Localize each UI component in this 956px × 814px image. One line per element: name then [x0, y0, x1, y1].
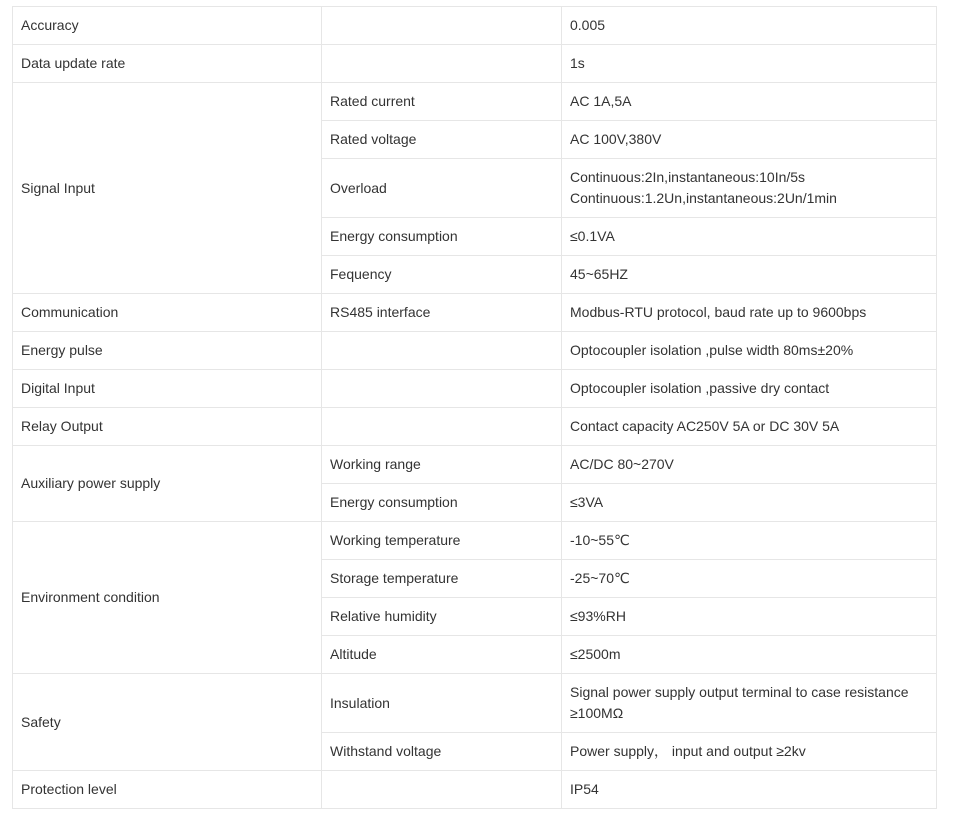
category-cell: Communication — [13, 294, 322, 332]
value-cell: -10~55℃ — [562, 522, 937, 560]
category-cell: Environment condition — [13, 522, 322, 674]
value-line: ≥100MΩ — [570, 705, 624, 721]
value-cell: ≤2500m — [562, 636, 937, 674]
category-cell: Relay Output — [13, 408, 322, 446]
subcategory-cell: Working temperature — [322, 522, 562, 560]
value-cell: Optocoupler isolation ,passive dry contact — [562, 370, 937, 408]
category-cell: Auxiliary power supply — [13, 446, 322, 522]
value-cell — [562, 159, 937, 218]
subcategory-cell — [322, 332, 562, 370]
subcategory-cell: Rated voltage — [322, 121, 562, 159]
value-line: Continuous:1.2Un,instantaneous:2Un/1min — [570, 190, 837, 206]
table-row — [13, 446, 937, 484]
value-cell: ≤3VA — [562, 484, 937, 522]
value-cell: Modbus-RTU protocol, baud rate up to 9600bps — [562, 294, 937, 332]
value-cell: ≤0.1VA — [562, 218, 937, 256]
table-row — [13, 370, 937, 408]
subcategory-cell — [322, 45, 562, 83]
table-row — [13, 332, 937, 370]
subcategory-cell: Relative humidity — [322, 598, 562, 636]
value-cell: AC 1A,5A — [562, 83, 937, 121]
category-cell: Safety — [13, 674, 322, 771]
table-row — [13, 771, 937, 809]
value-cell: 1s — [562, 45, 937, 83]
subcategory-cell: Energy consumption — [322, 484, 562, 522]
table-row — [13, 294, 937, 332]
spec-table — [12, 6, 937, 809]
category-cell: Protection level — [13, 771, 322, 809]
category-cell: Data update rate — [13, 45, 322, 83]
value-line: Continuous:2In,instantaneous:10In/5s — [570, 169, 806, 185]
subcategory-cell — [322, 370, 562, 408]
value-cell: AC/DC 80~270V — [562, 446, 937, 484]
subcategory-cell: Overload — [322, 159, 562, 218]
table-row — [13, 83, 937, 121]
value-cell: -25~70℃ — [562, 560, 937, 598]
subcategory-cell: RS485 interface — [322, 294, 562, 332]
table-row — [13, 45, 937, 83]
value-line: Signal power supply output terminal to case resistance — [570, 684, 909, 700]
table-row — [13, 7, 937, 45]
table-row — [13, 674, 937, 733]
value-cell: AC 100V,380V — [562, 121, 937, 159]
value-cell: ≤93%RH — [562, 598, 937, 636]
subcategory-cell — [322, 771, 562, 809]
table-row — [13, 522, 937, 560]
category-cell: Signal Input — [13, 83, 322, 294]
value-cell: 45~65HZ — [562, 256, 937, 294]
subcategory-cell — [322, 7, 562, 45]
subcategory-cell: Working range — [322, 446, 562, 484]
subcategory-cell: Energy consumption — [322, 218, 562, 256]
category-cell: Digital Input — [13, 370, 322, 408]
subcategory-cell: Rated current — [322, 83, 562, 121]
subcategory-cell: Insulation — [322, 674, 562, 733]
subcategory-cell: Fequency — [322, 256, 562, 294]
category-cell: Energy pulse — [13, 332, 322, 370]
subcategory-cell: Altitude — [322, 636, 562, 674]
value-cell: 0.005 — [562, 7, 937, 45]
subcategory-cell: Withstand voltage — [322, 733, 562, 771]
value-cell: Optocoupler isolation ,pulse width 80ms±20% — [562, 332, 937, 370]
value-cell: IP54 — [562, 771, 937, 809]
subcategory-cell: Storage temperature — [322, 560, 562, 598]
value-cell — [562, 674, 937, 733]
table-row — [13, 408, 937, 446]
subcategory-cell — [322, 408, 562, 446]
value-cell: Power supply， input and output ≥2kv — [562, 733, 937, 771]
value-cell: Contact capacity AC250V 5A or DC 30V 5A — [562, 408, 937, 446]
category-cell: Accuracy — [13, 7, 322, 45]
